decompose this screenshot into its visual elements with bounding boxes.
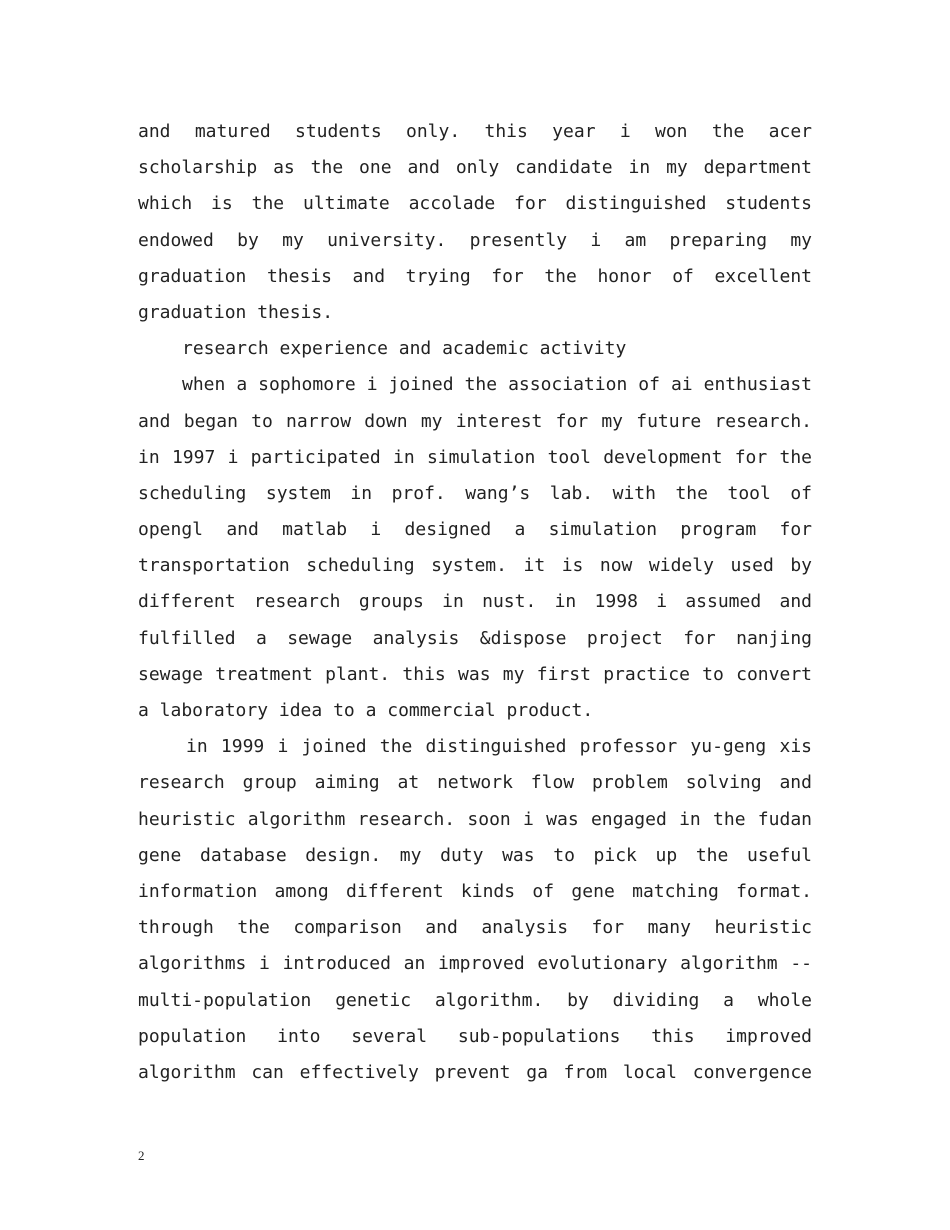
- text-line: sewage treatment plant. this was my first practice to convert: [138, 663, 812, 685]
- text-line: and matured students only. this year i won the acer: [138, 121, 812, 142]
- text-line: algorithm can effectively prevent ga from local convergence: [138, 1061, 812, 1083]
- text-line: multi-population genetic algorithm. by dividing a whole: [138, 989, 812, 1011]
- text-line: and began to narrow down my interest for my future research.: [138, 410, 812, 432]
- text-line: gene database design. my duty was to pick up the useful: [138, 844, 812, 866]
- document-body: [138, 114, 812, 1091]
- text-line: heuristic algorithm research. soon i was engaged in the fudan: [138, 808, 812, 830]
- text-line: different research groups in nust. in 1998 i assumed and: [138, 591, 812, 613]
- text-line: a laboratory idea to a commercial product.: [138, 700, 594, 721]
- text-line: information among different kinds of gene matching format.: [138, 880, 812, 902]
- text-line: population into several sub-populations this improved: [138, 1025, 812, 1047]
- text-line: which is the ultimate accolade for distinguished students: [138, 193, 812, 215]
- text-line: graduation thesis and trying for the honor of excellent: [138, 265, 812, 287]
- text-line: graduation thesis.: [138, 301, 334, 323]
- section-heading: research experience and academic activity: [182, 338, 627, 360]
- text-line: through the comparison and analysis for many heuristic: [138, 917, 812, 939]
- page-number: 2: [138, 1148, 145, 1163]
- text-line: fulfilled a sewage analysis &dispose project for nanjing: [138, 627, 812, 649]
- text-line: in 1997 i participated in simulation tool development for the: [138, 446, 812, 468]
- text-line: when a sophomore i joined the association of ai enthusiast: [182, 374, 812, 396]
- text-line: research group aiming at network flow problem solving and: [138, 772, 812, 794]
- text-line: scheduling system in prof. wang’s lab. with the tool of: [138, 482, 812, 504]
- text-line: transportation scheduling system. it is now widely used by: [138, 555, 812, 577]
- text-line: scholarship as the one and only candidate in my department: [138, 157, 812, 179]
- text-line: in 1999 i joined the distinguished professor yu-geng xis: [186, 736, 812, 758]
- text-line: endowed by my university. presently i am preparing my: [138, 229, 812, 251]
- text-line: algorithms i introduced an improved evolutionary algorithm --: [138, 953, 812, 975]
- text-line: opengl and matlab i designed a simulation program for: [138, 519, 812, 541]
